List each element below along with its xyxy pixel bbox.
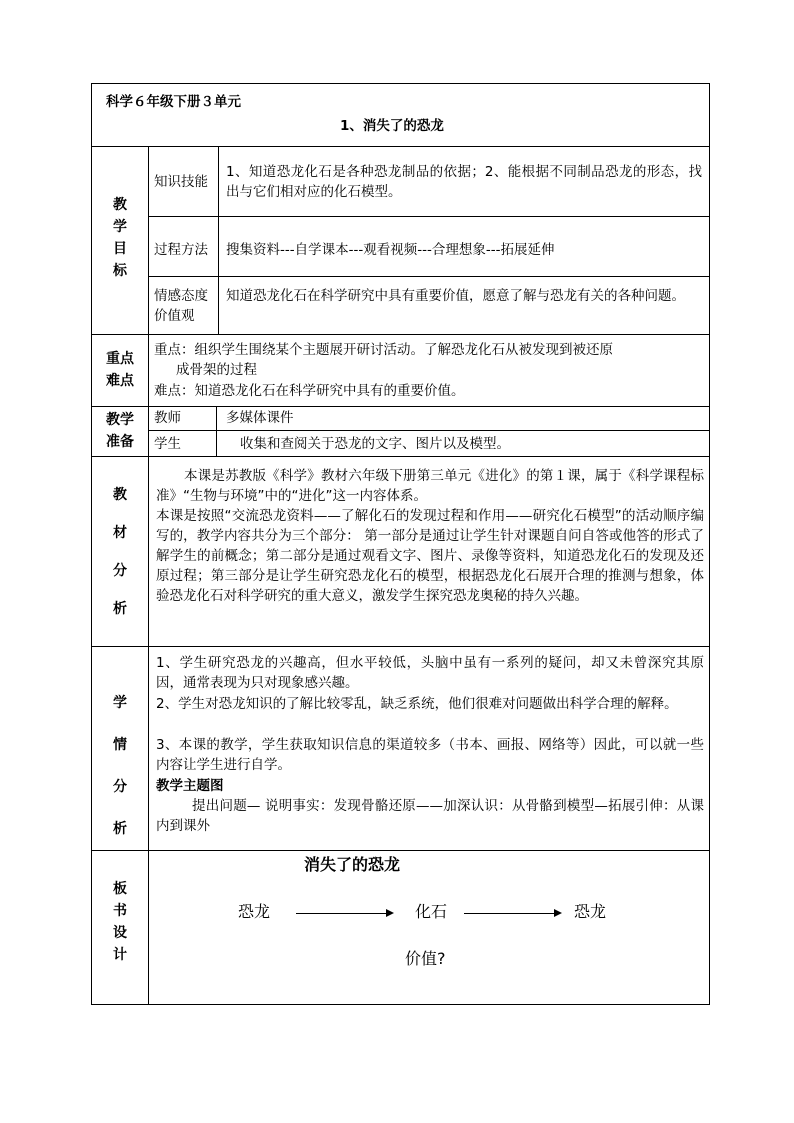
student-analysis-label: 学 情 分 析 (113, 695, 127, 837)
row-divider (92, 406, 709, 407)
student-analysis-item-2: 2、学生对恐龙知识的了解比较零乱，缺乏系统，他们很难对问题做出科学合理的解释。 (156, 696, 678, 712)
material-analysis-paragraph-2: 本课是按照“交流恐龙资料——了解化石的发现过程和作用——研究化石模型”的活动顺序编写的，教学内容共分为三个部分： 第一部分是通过让学生针对课题自问自答或他答的形式了解学生的前概念；第二部分是通过观看文字、图片、录像等资料，知道恐龙化石的发现及还原过程；第三部分是让学生研究恐龙化石的模型，根据恐龙化石展开合理的推测与想象，体验恐龙化石对科学研究的重大意义，激发学生探究恐龙奥秘的持久兴趣。 (156, 508, 704, 604)
row-divider (148, 276, 709, 277)
theme-map-title: 教学主题图 (156, 778, 224, 794)
theme-map-content: 提出问题— 说明事实：发现骨骼还原——加深认识：从骨骼到模型—拓展引伸：从课内到课外 (156, 798, 704, 834)
prep-content-teacher: 多媒体课件 (226, 410, 294, 426)
student-analysis-item-3: 3、本课的教学，学生获取知识信息的渠道较多（书本、画报、网络等）因此，可以就一些内容让学生进行自学。 (156, 737, 704, 773)
objective-name-knowledge: 知识技能 (154, 174, 208, 190)
column-divider (148, 146, 149, 1004)
board-flow-fossil: 化石 (415, 902, 448, 921)
material-analysis-label: 教 材 分 析 (113, 487, 127, 617)
flow-arrow (296, 913, 392, 914)
row-divider (92, 334, 709, 335)
objectives-label: 教 学 目 标 (113, 197, 127, 279)
row-divider (92, 850, 709, 851)
lesson-title: 1、消失了的恐龙 (340, 118, 444, 134)
objective-content-attitude: 知道恐龙化石在科学研究中具有重要价值，愿意了解与恐龙有关的各种问题。 (226, 288, 685, 304)
key-point-text-continued: 成骨架的过程 (176, 362, 257, 378)
board-question: 价值? (405, 949, 446, 968)
key-point-text: 重点：组织学生围绕某个主题展开研讨活动。了解恐龙化石从被发现到被还原 (154, 342, 613, 358)
board-design-label: 板 书 设 计 (113, 881, 127, 963)
column-divider (218, 146, 219, 334)
unit-title: 科学６年级下册３单元 (106, 94, 241, 110)
row-divider (148, 216, 709, 217)
row-divider (92, 646, 709, 647)
objective-content-process: 搜集资料---自学课本---观看视频---合理想象---拓展延伸 (226, 242, 555, 258)
material-analysis-paragraph-1: 本课是苏教版《科学》教材六年级下册第三单元《进化》的第１课，属于《科学课程标准》“生物与环境”中的“进化”这一内容体系。 (156, 468, 704, 504)
key-points-label: 重点 难点 (106, 351, 134, 389)
board-flow-dinosaur-start: 恐龙 (238, 902, 271, 921)
objective-name-process: 过程方法 (154, 242, 208, 258)
objective-content-knowledge: 1、知道恐龙化石是各种恐龙制品的依据；2、能根据不同制品恐龙的形态，找出与它们相对应的化石模型。 (226, 164, 702, 200)
board-flow-dinosaur-end: 恐龙 (574, 902, 607, 921)
student-analysis-item-1: 1、学生研究恐龙的兴趣高，但水平较低，头脑中虽有一系列的疑问，却又未曾深究其原因，通常表现为只对现象感兴趣。 (156, 655, 704, 691)
board-title: 消失了的恐龙 (304, 855, 401, 874)
row-divider (92, 456, 709, 457)
column-divider (216, 406, 217, 456)
prep-name-student: 学生 (154, 436, 181, 452)
row-divider (92, 146, 709, 147)
lesson-plan-table (91, 83, 710, 1005)
flow-arrow (464, 913, 560, 914)
difficult-point-text: 难点：知道恐龙化石在科学研究中具有的重要价值。 (154, 383, 465, 399)
prep-name-teacher: 教师 (154, 410, 181, 426)
preparation-label: 教学 准备 (106, 412, 134, 450)
objective-name-attitude: 情感态度 价值观 (154, 288, 208, 324)
prep-content-student: 收集和查阅关于恐龙的文字、图片以及模型。 (240, 436, 510, 452)
row-divider (148, 430, 709, 431)
